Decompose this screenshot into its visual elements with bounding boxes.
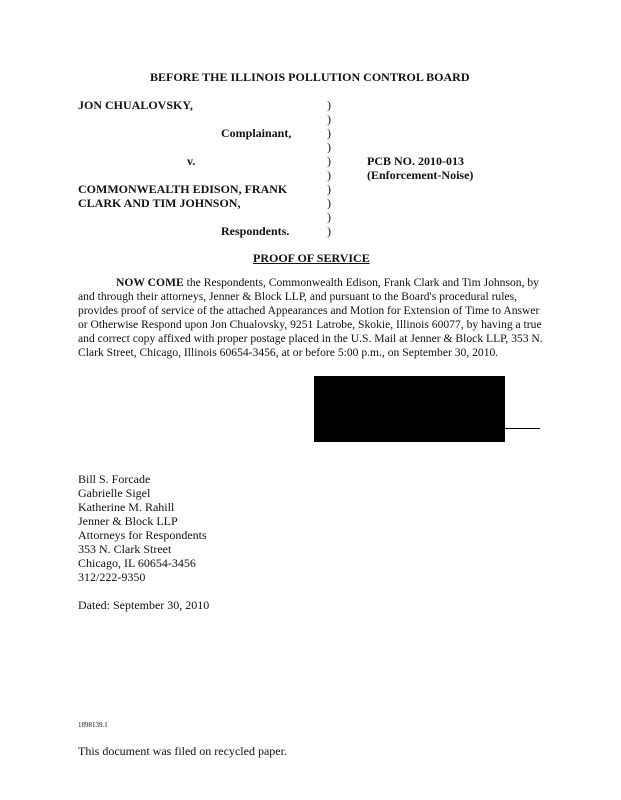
attorney-block — [78, 472, 207, 584]
versus-label: v. — [187, 154, 196, 168]
board-title: BEFORE THE ILLINOIS POLLUTION CONTROL BOARD — [150, 70, 470, 84]
complainant-role: Complainant, — [221, 126, 292, 140]
case-number: PCB NO. 2010-013 — [367, 154, 464, 168]
now-come-lead: NOW COME — [116, 276, 184, 289]
attorney-line: 312/222-9350 — [78, 570, 146, 584]
document-id: 1898139.1 — [78, 721, 108, 729]
redacted-signature-block — [314, 376, 505, 442]
complainant-name: JON CHUALOVSKY, — [78, 98, 193, 112]
respondents-line-1: COMMONWEALTH EDISON, FRANK — [78, 182, 288, 196]
attorney-line: 353 N. Clark Street — [78, 542, 172, 556]
proof-paragraph — [78, 276, 548, 360]
attorney-line: Attorneys for Respondents — [78, 528, 207, 542]
attorney-line: Katherine M. Rahill — [78, 500, 175, 514]
attorney-line: Jenner & Block LLP — [78, 514, 178, 528]
attorney-line: Bill S. Forcade — [78, 472, 151, 486]
proof-of-service-heading: PROOF OF SERVICE — [253, 251, 370, 265]
proof-paragraph-text: the Respondents, Commonwealth Edison, Frank Clark and Tim Johnson, by and through their attorneys, Jenner & Block LLP, and pursuant to the Board's procedural rules, provides proof of service of the attached Appearances and Motion for Extension of Time to Answer or Otherwise Respond upon Jon Chualovsky, 9251 Latrobe, Skokie, Illinois 60077, by having a true and correct copy affixed with proper postage placed in the U.S. Mail at Jenner & Block LLP, 353 N. Clark Street, Chicago, Illinois 60654-3456, at or before 5:00 p.m., on September 30, 2010. — [78, 276, 543, 359]
attorney-line: Chicago, IL 60654-3456 — [78, 556, 196, 570]
recycled-paper-note: This document was filed on recycled paper. — [78, 744, 287, 758]
signature-line — [505, 428, 540, 429]
dated-line: Dated: September 30, 2010 — [78, 598, 210, 612]
attorney-line: Gabrielle Sigel — [78, 486, 151, 500]
respondents-role: Respondents. — [221, 224, 290, 238]
respondents-line-2: CLARK AND TIM JOHNSON, — [78, 196, 241, 210]
case-type: (Enforcement-Noise) — [367, 168, 474, 182]
caption-parentheses: ) ) ) ) ) ) ) ) ) ) — [327, 98, 331, 238]
